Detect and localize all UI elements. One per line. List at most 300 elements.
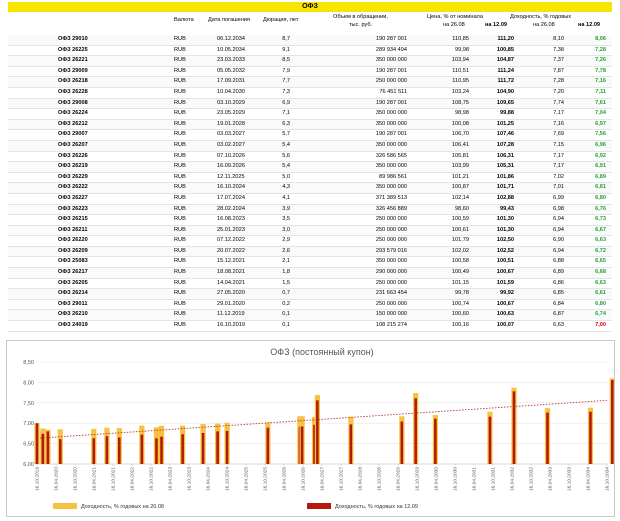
x-tick-label: 16.10.2027	[339, 467, 345, 492]
x-tick-label: 16.10.2031	[491, 467, 497, 492]
bar-yield-12-09	[93, 438, 96, 464]
table-row	[8, 130, 612, 141]
cell-p1: 100,61	[451, 226, 469, 233]
cell-name: ОФЗ 26219	[58, 163, 88, 170]
cell-cur: RUB	[174, 99, 186, 106]
cell-dur: 1,5	[282, 279, 290, 286]
legend-swatch-12-09	[307, 503, 331, 509]
cell-dur: 0,1	[282, 311, 290, 318]
x-tick-label: 16.10.2022	[149, 467, 155, 492]
cell-p2: 104,87	[496, 57, 514, 64]
x-tick-label: 16.10.2028	[377, 467, 383, 492]
cell-p2: 101,86	[496, 173, 514, 180]
cell-y1: 7,01	[553, 184, 564, 191]
cell-name: ОФЗ 26222	[58, 184, 88, 191]
cell-cur: RUB	[174, 163, 186, 170]
cell-dur: 3,5	[282, 216, 290, 223]
cell-cur: RUB	[174, 247, 186, 254]
cell-name: ОФЗ 24019	[58, 322, 88, 329]
cell-vol: 290 000 000	[375, 269, 407, 276]
x-tick-label: 16.04.2021	[92, 467, 98, 492]
cell-dur: 7,3	[282, 88, 290, 95]
table-row	[8, 35, 612, 46]
cell-p2: 106,31	[496, 152, 514, 159]
cell-name: ОФЗ 26218	[58, 78, 88, 85]
cell-y2: 7,04	[595, 110, 606, 117]
cell-vol: 108 215 274	[375, 322, 407, 329]
cell-cur: RUB	[174, 300, 186, 307]
cell-vol: 190 287 001	[375, 67, 407, 74]
bar-yield-12-09	[316, 400, 319, 464]
cell-date: 18.08.2021	[217, 269, 245, 276]
bar-yield-12-09	[118, 437, 121, 464]
x-tick-label: 16.10.2019	[35, 467, 41, 492]
cell-name: ОФЗ 26227	[58, 194, 88, 201]
x-tick-label: 16.10.2032	[529, 467, 535, 492]
cell-dur: 4,3	[282, 184, 290, 191]
cell-date: 11.12.2019	[217, 311, 245, 318]
cell-date: 27.05.2020	[217, 290, 245, 297]
cell-cur: RUB	[174, 88, 186, 95]
cell-vol: 190 287 001	[375, 131, 407, 138]
cell-date: 23.03.2033	[217, 57, 245, 64]
yield-chart	[6, 340, 615, 517]
cell-p1: 106,41	[451, 141, 469, 148]
x-tick-label: 16.04.2022	[130, 467, 136, 492]
cell-dur: 5,4	[282, 141, 290, 148]
cell-p1: 103,94	[451, 57, 469, 64]
cell-date: 03.02.2027	[217, 141, 245, 148]
table-title: ОФЗ	[8, 2, 612, 12]
cell-date: 28.02.2024	[217, 205, 245, 212]
table-row	[8, 141, 612, 152]
cell-date: 17.09.2031	[217, 78, 245, 85]
bar-yield-12-09	[216, 431, 219, 464]
cell-cur: RUB	[174, 46, 186, 53]
cell-cur: RUB	[174, 311, 186, 318]
cell-cur: RUB	[174, 279, 186, 286]
cell-y1: 7,28	[553, 78, 564, 85]
chart-title: ОФЗ (постоянный купон)	[270, 347, 374, 357]
cell-vol: 350 000 000	[375, 57, 407, 64]
bar-yield-12-09	[611, 380, 614, 464]
cell-vol: 250 000 000	[375, 279, 407, 286]
cell-p1: 100,16	[451, 322, 469, 329]
cell-y2: 6,80	[595, 300, 606, 307]
cell-y1: 6,99	[553, 194, 564, 201]
table-row	[8, 268, 612, 279]
cell-y2: 6,89	[595, 173, 606, 180]
table-row	[8, 310, 612, 321]
cell-p1: 106,70	[451, 131, 469, 138]
cell-cur: RUB	[174, 152, 186, 159]
cell-p1: 102,02	[451, 247, 469, 254]
cell-dur: 4,1	[282, 194, 290, 201]
y-tick-label: 8,00	[23, 380, 34, 387]
cell-p1: 100,59	[451, 216, 469, 223]
cell-cur: RUB	[174, 110, 186, 117]
cell-p1: 101,15	[451, 279, 469, 286]
cell-p1: 105,81	[451, 152, 469, 159]
table-row	[8, 215, 612, 226]
cell-dur: 3,9	[282, 205, 290, 212]
cell-vol: 150 000 000	[375, 311, 407, 318]
cell-cur: RUB	[174, 258, 186, 265]
cell-dur: 6,3	[282, 120, 290, 127]
cell-y1: 6,86	[553, 279, 564, 286]
cell-vol: 350 000 000	[375, 184, 407, 191]
cell-date: 03.03.2027	[217, 131, 245, 138]
cell-y1: 6,63	[553, 322, 564, 329]
x-tick-label: 16.10.2025	[263, 467, 269, 492]
cell-name: ОФЗ 26215	[58, 216, 88, 223]
table-row	[8, 173, 612, 184]
x-tick-label: 16.04.2024	[206, 467, 212, 492]
table-row	[8, 109, 612, 120]
cell-date: 25.01.2023	[217, 226, 245, 233]
header-yield-date-b: на 12.09	[578, 22, 601, 28]
cell-cur: RUB	[174, 67, 186, 74]
table-row	[8, 236, 612, 247]
y-tick-label: 6,00	[23, 462, 34, 468]
cell-p2: 100,51	[496, 258, 514, 265]
table-row	[8, 46, 612, 57]
cell-vol: 250 000 000	[375, 216, 407, 223]
bar-yield-12-09	[106, 436, 109, 464]
cell-cur: RUB	[174, 36, 186, 42]
cell-p2: 107,28	[496, 141, 514, 148]
cell-dur: 2,9	[282, 237, 290, 244]
cell-p2: 107,46	[496, 131, 514, 138]
cell-date: 17.07.2024	[217, 194, 245, 201]
cell-p2: 101,59	[496, 279, 514, 286]
cell-dur: 8,5	[282, 57, 290, 64]
cell-vol: 250 000 000	[375, 78, 407, 85]
cell-p2: 99,43	[500, 205, 514, 212]
table-row	[8, 257, 612, 268]
cell-vol: 293 579 016	[375, 247, 407, 254]
cell-y1: 7,37	[553, 57, 564, 64]
cell-y2: 8,06	[595, 36, 606, 42]
cell-p1: 99,78	[455, 290, 469, 297]
x-tick-label: 16.10.2026	[301, 467, 307, 492]
cell-date: 12.11.2025	[217, 173, 245, 180]
cell-y1: 7,15	[553, 141, 564, 148]
cell-y2: 7,16	[595, 78, 606, 85]
x-tick-label: 16.10.2020	[73, 467, 79, 492]
cell-p1: 110,95	[452, 78, 469, 85]
cell-name: ОФЗ 26209	[58, 247, 88, 254]
legend-swatch-26-08	[53, 503, 77, 509]
cell-p2: 100,85	[496, 46, 514, 53]
cell-y1: 6,94	[553, 226, 564, 233]
table-row	[8, 194, 612, 205]
cell-y2: 6,63	[595, 237, 606, 244]
cell-y1: 6,89	[553, 269, 564, 276]
table-row	[8, 279, 612, 290]
cell-date: 15.12.2021	[217, 258, 245, 265]
cell-y1: 7,02	[553, 173, 564, 180]
x-tick-label: 16.10.2024	[225, 467, 231, 492]
x-tick-label: 16.10.2033	[567, 467, 573, 492]
header-volume-unit: тыс. руб.	[349, 22, 373, 28]
cell-p2: 101,30	[496, 216, 514, 223]
cell-p2: 105,31	[496, 163, 514, 170]
cell-name: ОФЗ 29008	[58, 99, 88, 106]
legend-label-12-09: Доходность, % годовых на 12.09	[335, 504, 418, 510]
cell-y1: 6,84	[553, 300, 564, 307]
cell-p2: 111,20	[497, 36, 514, 42]
cell-date: 20.07.2022	[217, 247, 245, 254]
cell-name: ОФЗ 26210	[58, 311, 88, 318]
cell-p2: 102,50	[496, 237, 514, 244]
cell-vol: 190 287 001	[375, 99, 407, 106]
cell-y1: 6,88	[553, 258, 564, 265]
table-row	[8, 162, 612, 173]
x-tick-label: 16.04.2032	[510, 467, 516, 492]
header-yield: Доходность, % годовых	[510, 14, 572, 20]
cell-name: ОФЗ 26207	[58, 141, 88, 148]
cell-y1: 7,17	[553, 110, 564, 117]
cell-date: 10.04.2030	[217, 88, 245, 95]
yield-chart-svg	[7, 341, 614, 516]
bar-yield-12-09	[401, 422, 404, 464]
table-row	[8, 77, 612, 88]
bar-yield-12-09	[350, 424, 353, 464]
table-row	[8, 289, 612, 300]
cell-vol: 326 586 565	[375, 152, 407, 159]
cell-name: ОФЗ 26225	[58, 46, 88, 53]
cell-name: ОФЗ 26228	[58, 88, 88, 95]
cell-y2: 6,68	[595, 269, 606, 276]
cell-cur: RUB	[174, 131, 186, 138]
cell-dur: 0,1	[282, 322, 290, 329]
y-tick-label: 7,00	[23, 421, 34, 428]
cell-name: ОФЗ 26205	[58, 279, 88, 286]
cell-p1: 110,85	[452, 36, 469, 42]
cell-cur: RUB	[174, 173, 186, 180]
cell-date: 16.10.2019	[217, 322, 245, 329]
cell-y2: 6,72	[595, 247, 606, 254]
x-tick-label: 16.04.2025	[244, 467, 250, 492]
cell-cur: RUB	[174, 269, 186, 276]
x-tick-label: 16.04.2027	[320, 467, 326, 492]
cell-y2: 6,81	[595, 184, 606, 191]
cell-dur: 5,4	[282, 163, 290, 170]
x-tick-label: 16.10.2021	[111, 467, 117, 492]
cell-dur: 5,0	[282, 173, 290, 180]
cell-dur: 5,6	[282, 152, 290, 159]
cell-cur: RUB	[174, 226, 186, 233]
cell-cur: RUB	[174, 216, 186, 223]
cell-y2: 6,63	[595, 279, 606, 286]
cell-dur: 9,1	[282, 46, 290, 53]
header-yield-date-a: на 26.08	[533, 22, 555, 28]
cell-date: 06.12.2034	[217, 36, 245, 42]
cell-dur: 7,7	[282, 78, 290, 85]
cell-y2: 7,00	[595, 322, 606, 329]
cell-cur: RUB	[174, 194, 186, 201]
cell-y1: 7,69	[553, 131, 564, 138]
bar-yield-12-09	[546, 413, 549, 464]
cell-vol: 289 934 494	[375, 46, 407, 53]
bar-yield-12-09	[226, 431, 229, 464]
cell-y2: 6,91	[595, 163, 606, 170]
cell-p2: 101,30	[496, 226, 514, 233]
legend-label-26-08: Доходность, % годовых на 26.08	[81, 504, 164, 510]
cell-p2: 100,07	[496, 322, 514, 329]
cell-p2: 111,24	[497, 67, 514, 74]
cell-vol: 190 287 001	[375, 36, 407, 42]
cell-y2: 6,76	[595, 205, 606, 212]
cell-p1: 102,14	[451, 194, 469, 201]
cell-cur: RUB	[174, 290, 186, 297]
table-row	[8, 152, 612, 163]
cell-p1: 100,58	[451, 258, 469, 265]
table-row	[8, 120, 612, 131]
table-row	[8, 247, 612, 258]
bar-yield-12-09	[434, 419, 437, 464]
header-duration: Дюрация, лет	[263, 17, 299, 23]
cell-y1: 7,74	[553, 99, 564, 106]
cell-cur: RUB	[174, 237, 186, 244]
x-tick-label: 16.10.2034	[605, 467, 611, 492]
cell-y1: 6,94	[553, 216, 564, 223]
cell-dur: 1,8	[282, 269, 290, 276]
cell-date: 23.05.2029	[217, 110, 245, 117]
table-row	[8, 300, 612, 311]
cell-y1: 6,87	[553, 311, 564, 318]
cell-name: ОФЗ 26226	[58, 152, 88, 159]
header-volume: Объем в обращении,	[333, 14, 388, 20]
cell-date: 07.12.2022	[217, 237, 245, 244]
cell-p2: 100,63	[496, 311, 514, 318]
bar-yield-12-09	[489, 417, 492, 464]
cell-cur: RUB	[174, 184, 186, 191]
cell-date: 16.10.2024	[217, 184, 245, 191]
cell-y2: 7,11	[595, 88, 606, 95]
cell-dur: 6,9	[282, 99, 290, 106]
cell-name: ОФЗ 29009	[58, 67, 88, 74]
cell-cur: RUB	[174, 205, 186, 212]
x-tick-label: 16.10.2030	[453, 467, 459, 492]
cell-name: ОФЗ 26224	[58, 110, 88, 117]
table-row	[8, 99, 612, 110]
cell-p1: 100,49	[451, 269, 469, 276]
cell-name: ОФЗ 26221	[58, 57, 88, 64]
cell-date: 16.08.2023	[217, 216, 245, 223]
cell-date: 07.10.2026	[217, 152, 245, 159]
header-price-date-a: на 26.08	[443, 22, 465, 28]
header-currency: Валюта	[174, 17, 194, 23]
cell-name: ОФЗ 29007	[58, 131, 88, 138]
cell-y1: 8,10	[553, 36, 564, 42]
cell-y2: 6,80	[595, 194, 606, 201]
x-tick-label: 16.04.2023	[168, 467, 174, 492]
x-tick-label: 16.04.2033	[548, 467, 554, 492]
cell-date: 03.10.2029	[217, 99, 245, 106]
cell-name: ОФЗ 26211	[58, 226, 88, 233]
cell-dur: 2,6	[282, 247, 290, 254]
cell-dur: 7,9	[282, 67, 290, 74]
cell-dur: 5,7	[282, 131, 290, 138]
cell-y1: 7,16	[553, 120, 564, 127]
cell-p1: 100,87	[451, 184, 469, 191]
bar-yield-12-09	[42, 434, 45, 464]
cell-y1: 6,94	[553, 247, 564, 254]
cell-y1: 6,90	[553, 237, 564, 244]
cell-vol: 250 000 000	[375, 300, 407, 307]
cell-y2: 7,56	[595, 131, 606, 138]
cell-y1: 7,38	[553, 46, 564, 53]
cell-vol: 350 000 000	[375, 141, 407, 148]
cell-p2: 99,92	[500, 290, 514, 297]
cell-p1: 100,08	[451, 120, 469, 127]
table-row	[8, 205, 612, 216]
bar-yield-12-09	[513, 391, 516, 464]
cell-p1: 108,75	[451, 99, 469, 106]
cell-date: 29.01.2020	[217, 300, 245, 307]
cell-name: ОФЗ 26220	[58, 237, 88, 244]
table-row	[8, 88, 612, 99]
bar-yield-12-09	[141, 435, 144, 464]
bar-yield-12-09	[181, 434, 184, 464]
y-tick-label: 6,50	[23, 441, 34, 448]
bar-yield-12-09	[160, 437, 163, 464]
cell-p2: 100,67	[496, 269, 514, 276]
cell-p1: 100,60	[451, 311, 469, 318]
cell-y2: 6,97	[595, 120, 606, 127]
cell-vol: 350 000 000	[375, 163, 407, 170]
cell-p1: 101,21	[451, 173, 469, 180]
y-tick-label: 8,50	[23, 360, 34, 366]
cell-dur: 3,0	[282, 226, 290, 233]
cell-p2: 99,88	[500, 110, 514, 117]
cell-vol: 350 000 000	[375, 110, 407, 117]
cell-p1: 99,98	[455, 46, 469, 53]
x-tick-label: 16.10.2023	[187, 467, 193, 492]
cell-p2: 102,52	[496, 247, 514, 254]
x-tick-label: 16.04.2031	[472, 467, 478, 492]
trend-line	[37, 400, 607, 438]
cell-y2: 7,26	[595, 57, 606, 64]
cell-name: ОФЗ 26217	[58, 269, 88, 276]
cell-name: ОФЗ 25083	[58, 258, 88, 265]
x-tick-label: 16.10.2029	[415, 467, 421, 492]
cell-p1: 101,79	[451, 237, 469, 244]
cell-y2: 7,61	[595, 99, 606, 106]
cell-vol: 76 451 511	[379, 88, 407, 95]
cell-y1: 6,98	[553, 205, 564, 212]
cell-dur: 2,1	[282, 258, 290, 265]
table-row	[8, 226, 612, 237]
cell-y1: 7,17	[553, 163, 564, 170]
x-tick-label: 16.04.2030	[434, 467, 440, 492]
cell-p1: 103,99	[451, 163, 469, 170]
cell-y1: 7,87	[553, 67, 564, 74]
cell-cur: RUB	[174, 120, 186, 127]
bar-yield-12-09	[202, 433, 205, 464]
table-row	[8, 321, 612, 332]
cell-y2: 6,74	[595, 311, 606, 318]
cell-date: 10.05.2034	[217, 46, 245, 53]
header-maturity: Дата погашения	[208, 17, 250, 23]
cell-y2: 6,96	[595, 141, 606, 148]
cell-name: ОФЗ 26214	[58, 290, 88, 297]
cell-y2: 6,65	[595, 258, 606, 265]
cell-y2: 6,61	[595, 290, 606, 297]
cell-name: ОФЗ 26229	[58, 173, 88, 180]
